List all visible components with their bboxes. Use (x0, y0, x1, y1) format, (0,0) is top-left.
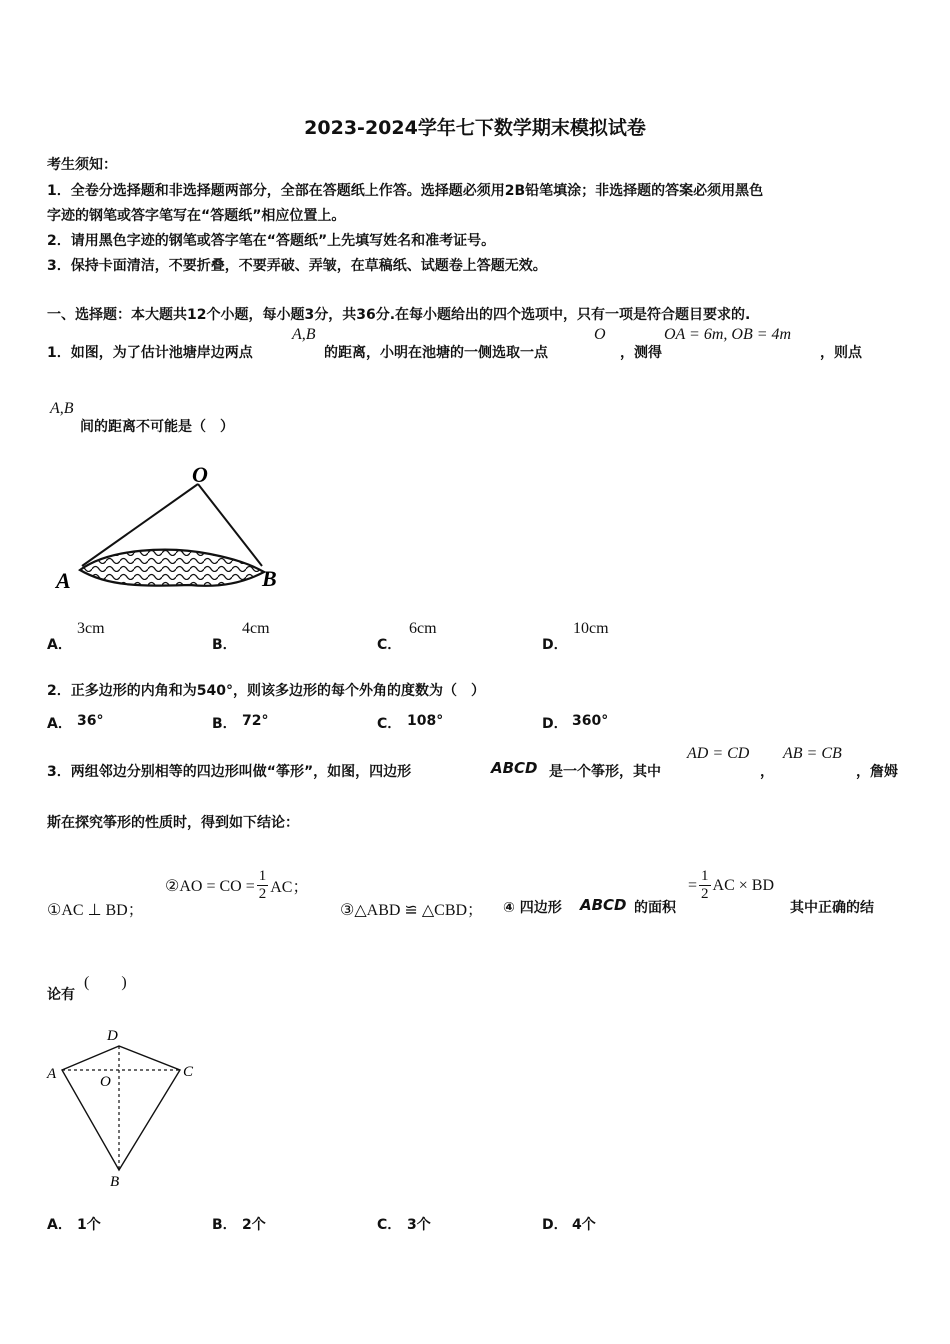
equals-sign: = (688, 876, 698, 894)
q1-math-ab-2: A,B (50, 400, 74, 417)
q2-option-b-value: 72° (242, 713, 269, 729)
q1-text-1: 1．如图，为了估计池塘岸边两点 (47, 345, 253, 361)
q2-option-d-value: 360° (572, 713, 609, 729)
q1-option-d-label: D． (542, 637, 568, 653)
q1-option-b-label: B． (212, 637, 237, 653)
section-heading: 一、选择题：本大题共12个小题，每小题3分，共36分.在每小题给出的四个选项中，只有一项是符合题目要求的. (47, 307, 751, 323)
notice-line-3: 3．保持卡面清洁，不要折叠，不要弄破、弄皱，在草稿纸、试题卷上答题无效。 (47, 258, 547, 274)
q2-option-d-label: D． (542, 716, 568, 732)
page-title: 2023-2024学年七下数学期末模拟试卷 (304, 117, 646, 139)
q3-text-1: 3．两组邻边分别相等的四边形叫做“筝形”，如图，四边形 (47, 764, 412, 780)
kite-label-d: D (107, 1028, 118, 1044)
kite-label-c: C (183, 1064, 194, 1080)
q3-conclusion-4b: 的面积 (634, 900, 676, 916)
label-b: B (262, 566, 277, 591)
q3-math-ad-cd: AD = CD (687, 745, 750, 762)
label-a: A (56, 568, 71, 593)
q1-text-5: 间的距离不可能是（ ） (80, 419, 234, 435)
kite-label-a: A (47, 1066, 57, 1082)
q1-option-d-value: 10cm (573, 620, 609, 637)
notice-line-2: 2．请用黑色字迹的钢笔或答字笔在“答题纸”上先填写姓名和准考证号。 (47, 233, 496, 249)
q3-option-a-label: A． (47, 1217, 72, 1233)
q3-option-d-value: 4个 (572, 1217, 596, 1233)
q2-option-b-label: B． (212, 716, 237, 732)
q3-option-b-label: B． (212, 1217, 237, 1233)
q3-conclusion-2 (165, 868, 308, 903)
pond-figure (50, 460, 290, 595)
q3-text-2: 是一个筝形，其中 (549, 764, 661, 780)
q2-option-c-label: C． (377, 716, 402, 732)
q1-text-4: ，则点 (820, 345, 862, 361)
q3-text-3: ，詹姆 (856, 764, 898, 780)
kite-outline (62, 1046, 180, 1170)
q3-abcd-2: ABCD (580, 896, 627, 914)
q3-conclusion-4a: ④ 四边形 (503, 900, 562, 916)
kite-label-o: O (100, 1074, 111, 1090)
q3-option-d-label: D． (542, 1217, 568, 1233)
q3-c2-lhs: ②AO = CO = (165, 877, 255, 895)
label-o: O (192, 462, 208, 487)
fraction-numerator: 1 (701, 868, 709, 884)
q3-text-6: 论有 (47, 987, 75, 1003)
q1-math-measure: OA = 6m, OB = 4m (664, 326, 792, 343)
q1-math-ab: A,B (292, 326, 316, 343)
q1-math-o: O (594, 326, 606, 343)
area-product: AC × BD (712, 876, 775, 894)
pond-shape (80, 550, 264, 586)
q3-conclusion-3: ③△ABD ≌ △CBD； (340, 902, 484, 919)
notice-line-1: 1．全卷分选择题和非选择题两部分，全部在答题纸上作答。选择题必须用2B铅笔填涂；非选择题的答案必须用黑色 (47, 183, 764, 199)
q3-conclusion-1: ①AC ⊥ BD； (47, 902, 144, 919)
q2-option-a-label: A． (47, 716, 72, 732)
q3-comma: ， (760, 764, 774, 780)
q2-option-a-value: 36° (77, 713, 104, 729)
fraction-denominator: 2 (701, 886, 709, 902)
fraction-numerator: 1 (258, 868, 267, 884)
q3-half-fraction (257, 868, 269, 903)
q3-option-b-value: 2个 (242, 1217, 266, 1233)
q1-text-3: ，测得 (620, 345, 662, 361)
fraction-denominator: 2 (258, 886, 267, 902)
q1-option-c-value: 6cm (409, 620, 437, 637)
notice-line-1b: 字迹的钢笔或答字笔写在“答题纸”相应位置上。 (47, 208, 346, 224)
q3-text-5: 其中正确的结 (790, 900, 874, 916)
kite-label-b: B (110, 1174, 120, 1190)
q3-half-fraction-2 (699, 868, 711, 903)
q2-text: 2．正多边形的内角和为540°，则该多边形的每个外角的度数为（ ） (47, 683, 485, 699)
notice-heading: 考生须知： (47, 157, 117, 173)
q3-option-c-label: C． (377, 1217, 402, 1233)
q2-option-c-value: 108° (407, 713, 444, 729)
kite-figure (44, 1024, 204, 1194)
q3-option-a-value: 1个 (77, 1217, 101, 1233)
q1-option-a-label: A． (47, 637, 72, 653)
q3-math-ab-cb: AB = CB (783, 745, 842, 762)
q3-abcd: ABCD (491, 759, 538, 777)
q3-area-formula (688, 868, 774, 903)
q3-text-4: 斯在探究筝形的性质时，得到如下结论： (47, 815, 299, 831)
q1-text-2: 的距离，小明在池塘的一侧选取一点 (324, 345, 548, 361)
q3-answer-paren: ( ) (84, 974, 127, 991)
q3-c2-rhs: AC； (270, 879, 309, 896)
q3-option-c-value: 3个 (407, 1217, 431, 1233)
q1-option-b-value: 4cm (242, 620, 270, 637)
q1-option-a-value: 3cm (77, 620, 105, 637)
q1-option-c-label: C． (377, 637, 402, 653)
